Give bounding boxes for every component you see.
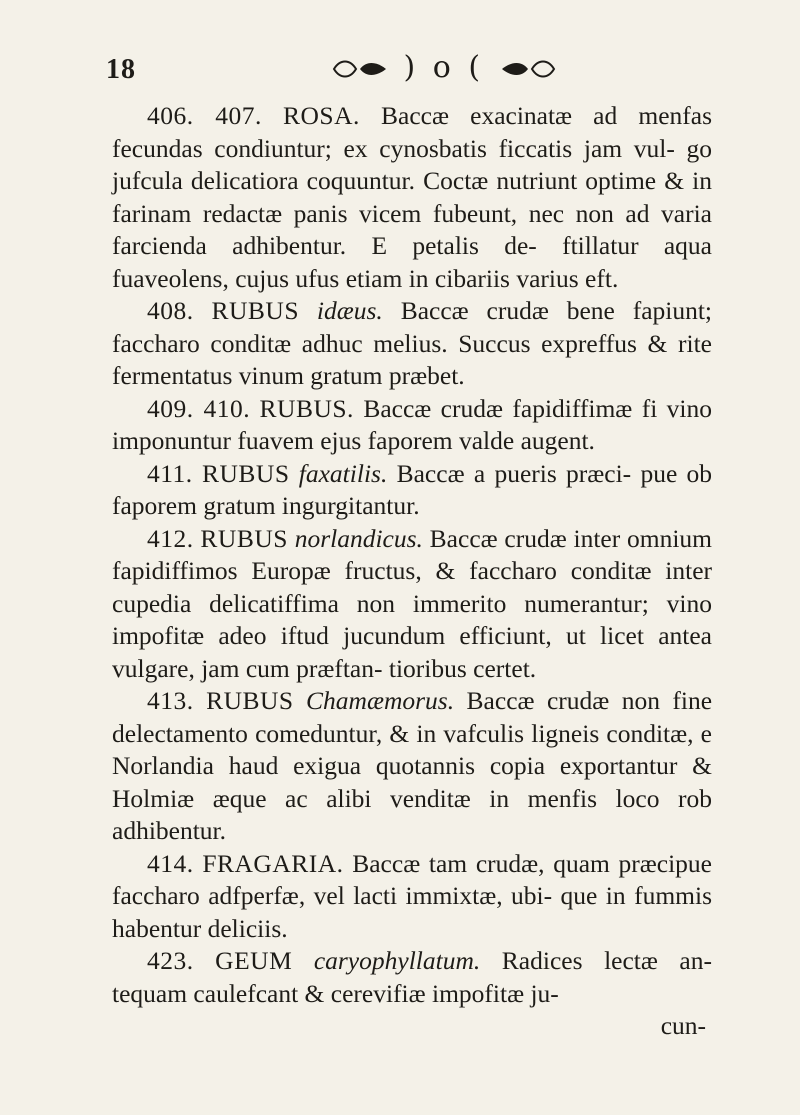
entry-text: Baccæ tam crudæ, quam præcipue faccharo adfperfæ, vel lacti immixtæ, ubi- que in fummis habentur deliciis. [112, 848, 712, 943]
entry-number: 413. [147, 686, 194, 715]
entry-text: Baccæ crudæ fapidiffimæ fi vino imponuntur fuavem ejus faporem valde augent. [112, 393, 713, 455]
entry-text: Baccæ a pueris præci- pue ob faporem gratum ingurgitantur. [112, 458, 713, 520]
running-head [330, 50, 558, 85]
entry-rubus [112, 393, 712, 458]
entry-number: 406. 407. [147, 101, 262, 130]
ornament-right-icon [498, 57, 558, 81]
entry-name: RUBUS [201, 458, 290, 488]
entry-rubus-saxatilis [112, 458, 712, 523]
entry-name: RUBUS [211, 296, 300, 325]
page-number: 18 [106, 54, 136, 85]
entry-epithet: idæus. [316, 296, 383, 325]
entry-number: 408. [147, 296, 194, 325]
entry-name: FRAGARIA. [202, 848, 344, 878]
entry-fragaria [112, 848, 712, 946]
entry-text: Baccæ exacinatæ ad menfas fecundas condiuntur; ex cynosbatis ficcatis jam vul- go jufcula delicatiora coquuntur. Coctæ nutriunt optime & in farinam redactæ panis vicem fubeunt, nec non ad varia farcienda adhibentur. E petalis de- ftillatur aqua fuaveolens, cujus ufus etiam in cibariis varius eft. [112, 101, 713, 293]
entry-rubus-chamaemorus [112, 685, 712, 848]
catchword: cun- [660, 1011, 706, 1040]
entry-text: Baccæ crudæ inter omnium fapidiffimos Europæ fructus, & faccharo conditæ inter cupedia delicatiffima non immerito numerantur; vino impofitæ adeo iftud jucundum efficiunt, ut licet antea vulgare, jam cum præftan- tioribus certet. [112, 523, 712, 683]
entry-number: 412. [147, 523, 194, 553]
ornament-left-icon [330, 57, 390, 81]
entry-text: Radices lectæ an- tequam caulefcant & cerevifiæ impofitæ ju- [112, 946, 712, 1008]
running-head-text: ) o ( [403, 50, 485, 85]
entry-rubus-norlandicus [112, 523, 712, 686]
entry-name: RUBUS [206, 686, 294, 715]
entry-number: 414. [147, 848, 194, 878]
page-body [112, 100, 712, 1043]
entry-epithet: faxatilis. [298, 458, 388, 488]
entry-epithet: Chamæmorus. [306, 686, 455, 715]
entry-epithet: norlandicus. [294, 523, 423, 553]
entry-name: ROSA. [283, 101, 360, 130]
entry-rubus-idaeus [112, 295, 712, 393]
entry-epithet: caryophyllatum. [313, 946, 481, 975]
page-header [0, 44, 800, 94]
entry-name: RUBUS. [259, 393, 354, 423]
entry-name: GEUM [215, 946, 293, 975]
entry-number: 423. [147, 946, 194, 975]
entry-name: RUBUS [200, 523, 288, 553]
entry-number: 411. [147, 458, 193, 488]
entry-number: 409. 410. [147, 393, 251, 423]
entry-geum [112, 945, 712, 1010]
entry-rosa [112, 100, 712, 295]
entry-text: Baccæ crudæ bene fapiunt; faccharo conditæ adhuc melius. Succus expreffus & rite fermentatus vinum gratum præbet. [112, 296, 713, 390]
entry-text: Baccæ crudæ non fine delectamento comeduntur, & in vafculis ligneis conditæ, e Norlandia haud exigua quotannis copia exportantur & Holmiæ æque ac alibi venditæ in menfis loco rob adhibentur. [112, 686, 713, 845]
